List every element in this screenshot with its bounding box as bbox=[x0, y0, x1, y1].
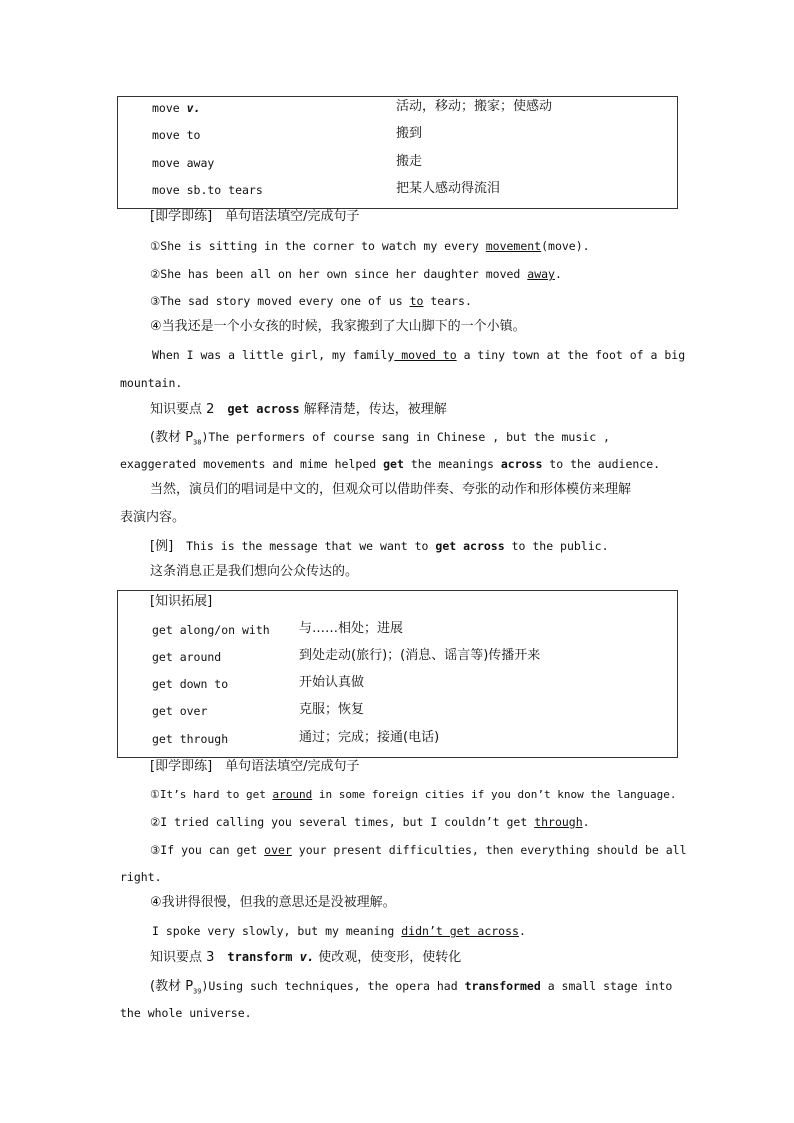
exercise-item: ②I tried calling you several times, but I couldn’t get through. bbox=[150, 815, 590, 829]
table-row: get around bbox=[152, 650, 222, 664]
textbook-quote: (教材 $P_{39})Using$ such techniques, the opera had transformed a small stage into bbox=[150, 979, 673, 996]
example-sentence: [例] This is the message that we want to get across to the public. bbox=[150, 539, 609, 554]
table-row: get along/on with bbox=[152, 623, 270, 637]
table-row-meaning: 开始认真做 bbox=[299, 675, 365, 690]
table-row: move to bbox=[152, 128, 201, 142]
table-row-meaning: 通过；完成；接通(电话) bbox=[299, 730, 440, 745]
answer: away bbox=[527, 267, 555, 281]
answer: moved to bbox=[394, 348, 457, 362]
knowledge-point-heading: 知识要点 3 transform v. 使改观，使变形，使转化 bbox=[150, 950, 462, 965]
table-row-meaning: 活动，移动；搬家；使感动 bbox=[396, 99, 553, 114]
table-row: get over bbox=[152, 704, 208, 718]
answer: over bbox=[264, 843, 292, 857]
exercise-item-cont: right. bbox=[120, 870, 162, 884]
expansion-heading: [知识拓展] bbox=[150, 594, 213, 609]
exercise-item: ①It’s hard to get around in some foreign cities if you don’t know the language. bbox=[150, 788, 677, 801]
table-row-meaning: 到处走动(旅行)；(消息、谣言等)传播开来 bbox=[299, 648, 541, 663]
textbook-quote-cont: exaggerated movements and mime helped get the meanings across to the audience. bbox=[120, 457, 661, 471]
knowledge-point-heading: 知识要点 2 get across 解释清楚，传达，被理解 bbox=[150, 402, 447, 417]
table-row-meaning: 搬到 bbox=[396, 126, 423, 141]
exercise-item: ④当我还是一个小女孩的时候，我家搬到了大山脚下的一个小镇。 bbox=[150, 319, 526, 334]
table-row-meaning: 搬走 bbox=[396, 154, 423, 169]
practice-heading: [即学即练] 单句语法填空/完成句子 bbox=[150, 209, 360, 224]
translation: 当然，演员们的唱词是中文的，但观众可以借助伴奏、夸张的动作和形体模仿来理解 bbox=[150, 482, 632, 497]
answer: through bbox=[534, 815, 583, 829]
answer: movement bbox=[485, 239, 542, 253]
exercise-item: ③The sad story moved every one of us to tears. bbox=[150, 294, 472, 308]
translation-cont: 表演内容。 bbox=[120, 510, 186, 525]
answer: around bbox=[272, 788, 313, 801]
practice-heading: [即学即练] 单句语法填空/完成句子 bbox=[150, 759, 360, 774]
table-row: move sb.to tears bbox=[152, 183, 263, 197]
answer: to bbox=[409, 294, 424, 308]
exercise-item: ①She is sitting in the corner to watch my every movement(move). bbox=[150, 239, 590, 253]
exercise-item: I spoke very slowly, but my meaning didn’t get across. bbox=[152, 924, 526, 938]
exercise-item: ④我讲得很慢，但我的意思还是没被理解。 bbox=[150, 895, 396, 910]
exercise-item-cont: mountain. bbox=[120, 376, 183, 390]
table-row: get through bbox=[152, 732, 229, 746]
table-row: move v. bbox=[152, 101, 201, 115]
table-row-meaning: 与……相处；进展 bbox=[299, 621, 404, 636]
answer: didn’t get across bbox=[401, 924, 519, 938]
example-translation: 这条消息正是我们想向公众传达的。 bbox=[150, 564, 359, 579]
exercise-item: ②She has been all on her own since her daughter moved away. bbox=[150, 267, 562, 281]
exercise-item: When I was a little girl, my family moved to a tiny town at the foot of a big bbox=[152, 348, 686, 362]
table-row: get down to bbox=[152, 677, 229, 691]
table-row-meaning: 把某人感动得流泪 bbox=[396, 181, 501, 196]
table-row: move away bbox=[152, 156, 215, 170]
table-row-meaning: 克服；恢复 bbox=[299, 702, 365, 717]
textbook-quote-cont: the whole universe. bbox=[120, 1006, 252, 1020]
exercise-item: ③If you can get over your present difficulties, then everything should be all bbox=[150, 843, 687, 857]
textbook-quote: (教材 $P_{38})The$ performers of course sang in Chinese , but the music , bbox=[150, 430, 610, 447]
